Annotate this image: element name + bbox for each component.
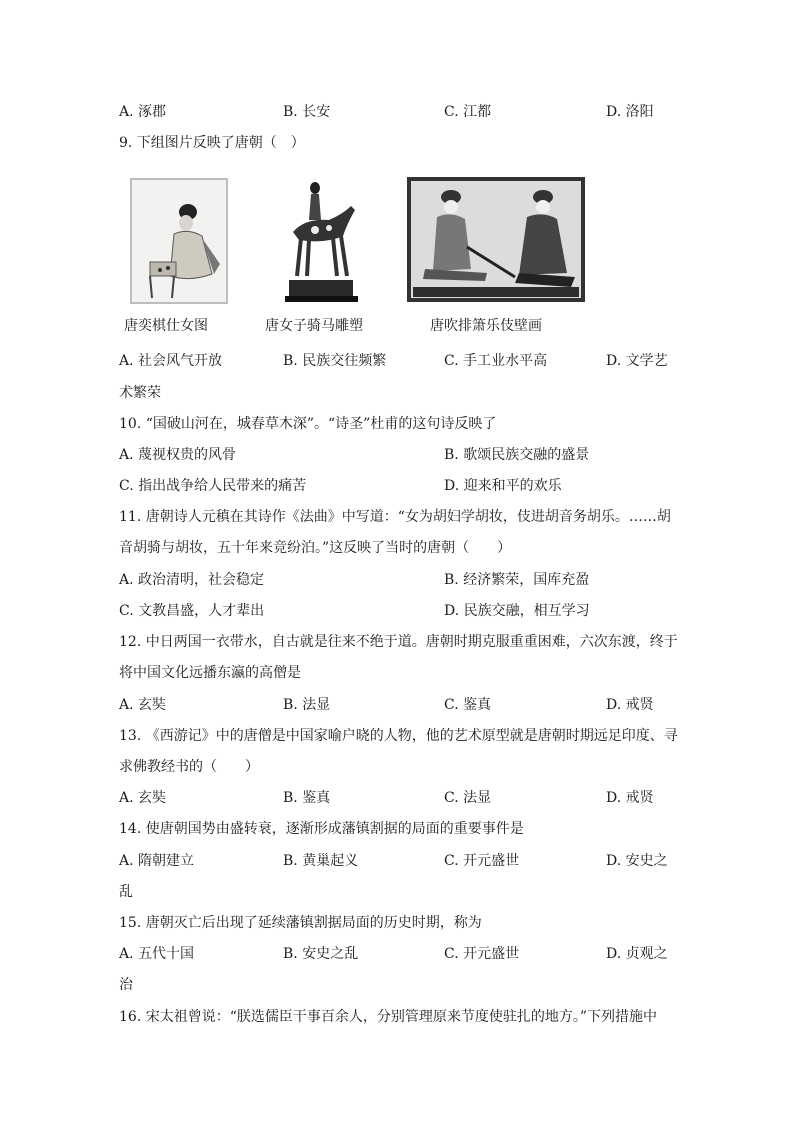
q14-option-d[interactable]: D. 安史之 (606, 853, 668, 869)
q15-option-d[interactable]: D. 贞观之 (606, 946, 668, 962)
q9-caption-1: 唐奕棋仕女图 (124, 318, 208, 334)
q9-option-d[interactable]: D. 文学艺 (606, 353, 668, 369)
q13-option-b[interactable]: B. 鉴真 (283, 790, 331, 806)
q12-option-c[interactable]: C. 鉴真 (444, 697, 492, 713)
q11-option-c[interactable]: C. 文教昌盛，人才辈出 (119, 603, 265, 619)
q11-option-b[interactable]: B. 经济繁荣，国库充盈 (444, 572, 590, 588)
q14-option-b[interactable]: B. 黄巢起义 (283, 853, 359, 869)
q14-option-c[interactable]: C. 开元盛世 (444, 853, 520, 869)
q10-option-d[interactable]: D. 迎来和平的欢乐 (444, 478, 562, 494)
q10-stem: 10. “国破山河在，城春草木深”。“诗圣”杜甫的这句诗反映了 (119, 416, 497, 432)
q10-option-c[interactable]: C. 指出战争给人民带来的痛苦 (119, 478, 307, 494)
q15-option-a[interactable]: A. 五代十国 (119, 946, 195, 962)
q11-option-d[interactable]: D. 民族交融，相互学习 (444, 603, 590, 619)
q9-option-b[interactable]: B. 民族交往频繁 (283, 353, 387, 369)
q13-stem-line2: 求佛教经书的（ ） (119, 759, 259, 775)
q14-stem: 14. 使唐朝国势由盛转衰，逐渐形成藩镇割据的局面的重要事件是 (119, 821, 524, 837)
q13-stem-line1: 13. 《西游记》中的唐僧是中国家喻户晓的人物，他的艺术原型就是唐朝时期远足印度、寻 (119, 728, 678, 744)
q9-option-c[interactable]: C. 手工业水平高 (444, 353, 548, 369)
q15-option-c[interactable]: C. 开元盛世 (444, 946, 520, 962)
q11-option-a[interactable]: A. 政治清明，社会稳定 (119, 572, 265, 588)
q12-stem-line2: 将中国文化远播东瀛的高僧是 (119, 665, 301, 681)
q12-stem-line1: 12. 中日两国一衣带水，自古就是往来不绝于道。唐朝时期克服重重困难，六次东渡，终于 (119, 634, 678, 650)
q15-option-d-wrap: 治 (119, 977, 133, 993)
q8-option-a[interactable]: A. 涿郡 (119, 104, 167, 120)
chess-lady-painting-illustration (130, 178, 228, 304)
q8-option-c[interactable]: C. 江都 (444, 104, 492, 120)
q13-option-a[interactable]: A. 玄奘 (119, 790, 167, 806)
q10-option-a[interactable]: A. 蔑视权贵的风骨 (119, 447, 237, 463)
q9-option-d-wrap: 术繁荣 (119, 385, 161, 401)
q9-image-chess-lady-painting (130, 178, 228, 304)
q16-stem: 16. 宋太祖曾说：“朕选儒臣干事百余人，分别管理原来节度使驻扎的地方。”下列措施中 (119, 1009, 658, 1025)
q8-option-b[interactable]: B. 长安 (283, 104, 331, 120)
q13-option-d[interactable]: D. 戒贤 (606, 790, 654, 806)
q9-caption-2: 唐女子骑马雕塑 (265, 318, 363, 334)
q9-stem: 9. 下组图片反映了唐朝（ ） (119, 135, 305, 151)
musician-mural-illustration (407, 177, 585, 302)
q15-stem: 15. 唐朝灭亡后出现了延续藩镇割据局面的历史时期，称为 (119, 915, 482, 931)
q14-option-d-wrap: 乱 (119, 884, 133, 900)
q10-option-b[interactable]: B. 歌颂民族交融的盛景 (444, 447, 590, 463)
q12-option-d[interactable]: D. 戒贤 (606, 697, 654, 713)
q15-option-b[interactable]: B. 安史之乱 (283, 946, 359, 962)
q9-image-horse-rider-statue (285, 180, 358, 304)
q14-option-a[interactable]: A. 隋朝建立 (119, 853, 195, 869)
q9-caption-3: 唐吹排箫乐伎壁画 (430, 318, 542, 334)
q11-stem-line1: 11. 唐朝诗人元稹在其诗作《法曲》中写道：“女为胡妇学胡妆，伎进胡音务胡乐。……胡 (119, 509, 671, 525)
q11-stem-line2: 音胡骑与胡妆，五十年来竞纷泊。”这反映了当时的唐朝（ ） (119, 540, 512, 556)
q8-option-d[interactable]: D. 洛阳 (606, 104, 654, 120)
horse-rider-statue-illustration (285, 180, 358, 304)
q9-option-a[interactable]: A. 社会风气开放 (119, 353, 223, 369)
q9-image-musician-mural (407, 177, 585, 302)
q13-option-c[interactable]: C. 法显 (444, 790, 492, 806)
q12-option-b[interactable]: B. 法显 (283, 697, 331, 713)
q12-option-a[interactable]: A. 玄奘 (119, 697, 167, 713)
